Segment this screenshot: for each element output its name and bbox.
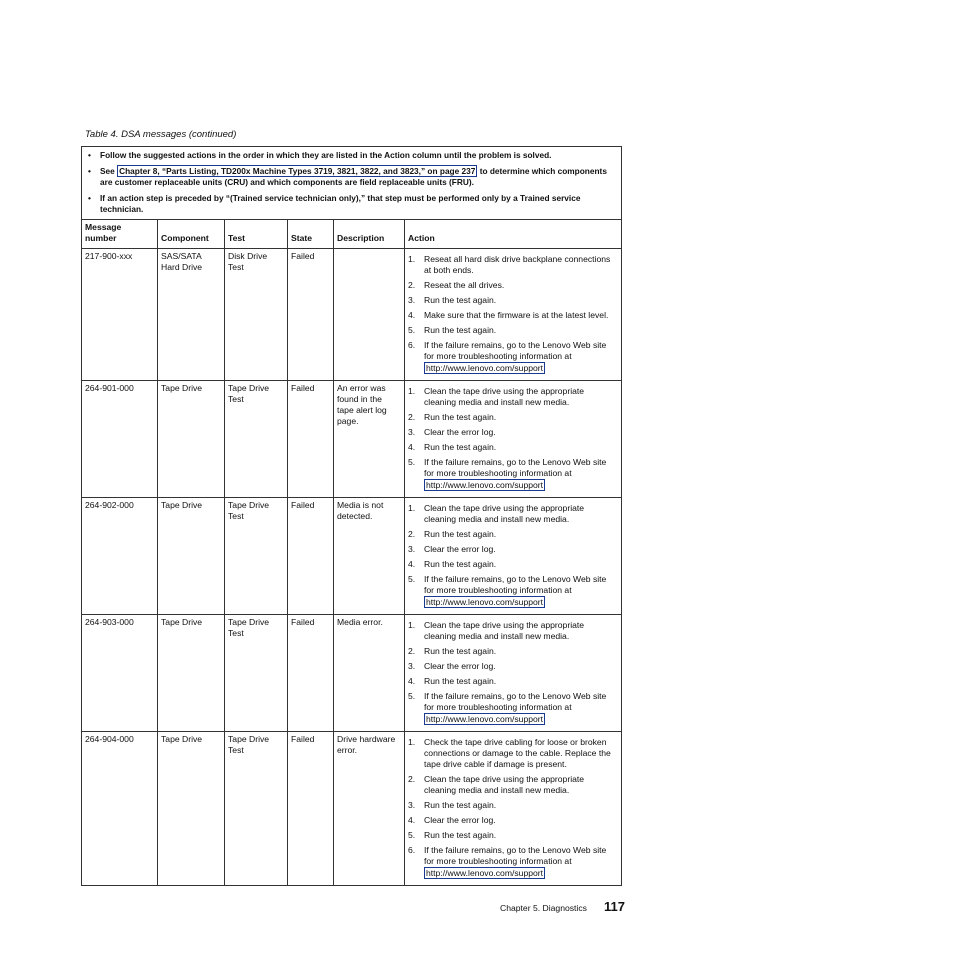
step-text	[424, 310, 618, 321]
action-steps	[408, 503, 618, 608]
header-test: Test	[225, 220, 288, 248]
action-step	[408, 646, 618, 657]
action-step	[408, 815, 618, 826]
step-text-content: Clean the tape drive using the appropriate cleaning media and install new media.	[424, 620, 585, 641]
step-text	[424, 737, 618, 770]
header-action: Action	[408, 233, 435, 243]
action-steps	[408, 386, 618, 491]
step-text-content: Run the test again.	[424, 830, 497, 840]
step-text-content: Check the tape drive cabling for loose or broken connections or damage to the cable. Replace the tape drive cable if damage is present.	[424, 737, 611, 769]
action-step	[408, 457, 618, 491]
step-number: 5.	[408, 830, 416, 840]
step-number: 3.	[408, 800, 416, 810]
step-text	[424, 774, 618, 796]
action-step	[408, 620, 618, 642]
cell-action	[405, 615, 621, 731]
step-number: 4.	[408, 676, 416, 686]
note-text-prefix: See	[100, 166, 118, 176]
step-number: 1.	[408, 737, 416, 747]
step-text	[424, 457, 618, 491]
step-number: 5.	[408, 691, 416, 701]
step-text-content: Run the test again.	[424, 800, 497, 810]
step-text	[424, 646, 618, 657]
step-text-content: Reseat all hard disk drive backplane connections at both ends.	[424, 254, 611, 275]
step-text-content: Run the test again.	[424, 412, 497, 422]
action-step	[408, 774, 618, 796]
page-number: 117	[604, 899, 625, 914]
step-number: 1.	[408, 620, 416, 630]
step-text	[424, 559, 618, 570]
action-step	[408, 442, 618, 453]
step-number: 1.	[408, 386, 416, 396]
header-state: State	[288, 220, 334, 248]
step-number: 3.	[408, 295, 416, 305]
action-step	[408, 295, 618, 306]
step-text	[424, 427, 618, 438]
cell-state: Failed	[288, 732, 334, 885]
cell-message-number: 264-902-000	[82, 498, 158, 614]
step-number: 2.	[408, 774, 416, 784]
note-text: Follow the suggested actions in the order in which they are listed in the Action column until the problem is solved.	[100, 150, 552, 160]
action-step	[408, 544, 618, 555]
table-row	[82, 732, 621, 885]
cell-component: Tape Drive	[158, 498, 225, 614]
step-text-content: Run the test again.	[424, 676, 497, 686]
action-step	[408, 340, 618, 374]
step-text	[424, 503, 618, 525]
cell-state: Failed	[288, 381, 334, 497]
step-text	[424, 280, 618, 291]
step-number: 4.	[408, 815, 416, 825]
action-step	[408, 412, 618, 423]
cell-state: Failed	[288, 615, 334, 731]
step-number: 3.	[408, 427, 416, 437]
chapter-8-link[interactable]: Chapter 8, “Parts Listing, TD200x Machine Types 3719, 3821, 3822, and 3823,” on page 237	[119, 166, 476, 176]
bullet-icon: •	[88, 193, 91, 203]
action-step	[408, 529, 618, 540]
step-number: 2.	[408, 280, 416, 290]
cell-message-number: 264-901-000	[82, 381, 158, 497]
table-grid	[82, 220, 621, 885]
cell-message-number: 264-903-000	[82, 615, 158, 731]
step-text-content: Run the test again.	[424, 325, 497, 335]
action-step	[408, 503, 618, 525]
step-number: 4.	[408, 442, 416, 452]
cell-action	[405, 732, 621, 885]
cell-action	[405, 249, 621, 380]
footer-chapter: Chapter 5. Diagnostics	[500, 903, 587, 913]
action-step	[408, 427, 618, 438]
bullet-icon: •	[88, 150, 91, 160]
table-notes	[82, 147, 621, 220]
step-number: 1.	[408, 503, 416, 513]
cell-description	[334, 249, 405, 380]
dsa-messages-table	[81, 146, 622, 886]
step-text	[424, 800, 618, 811]
step-text	[424, 529, 618, 540]
step-text	[424, 340, 618, 374]
cell-state: Failed	[288, 498, 334, 614]
action-step	[408, 574, 618, 608]
action-steps	[408, 254, 618, 374]
step-text	[424, 815, 618, 826]
note-item	[86, 150, 617, 161]
lenovo-support-link[interactable]: http://www.lenovo.com/support	[426, 868, 544, 878]
step-text-content: Clean the tape drive using the appropriate cleaning media and install new media.	[424, 503, 585, 524]
action-step	[408, 559, 618, 570]
cell-test: Disk Drive Test	[225, 249, 288, 380]
step-text-content: Clear the error log.	[424, 815, 496, 825]
note-text: If an action step is preceded by “(Trained service technician only),” that step must be performed only by a Trained service technician.	[100, 193, 581, 214]
step-text-content: If the failure remains, go to the Lenovo Web site for more troubleshooting information at	[424, 340, 607, 361]
note-item	[86, 193, 617, 215]
step-text-content: If the failure remains, go to the Lenovo Web site for more troubleshooting information at	[424, 845, 607, 866]
table-row	[82, 381, 621, 498]
cell-test: Tape Drive Test	[225, 381, 288, 497]
action-step	[408, 800, 618, 811]
step-number: 2.	[408, 529, 416, 539]
step-text	[424, 574, 618, 608]
cell-state: Failed	[288, 249, 334, 380]
cell-message-number: 264-904-000	[82, 732, 158, 885]
action-step	[408, 280, 618, 291]
cell-component: SAS/SATA Hard Drive	[158, 249, 225, 380]
cell-description: Media is not detected.	[334, 498, 405, 614]
step-text-content: Run the test again.	[424, 529, 497, 539]
action-step	[408, 325, 618, 336]
cell-description: An error was found in the tape alert log page.	[334, 381, 405, 497]
cell-description: Media error.	[334, 615, 405, 731]
step-text	[424, 412, 618, 423]
cell-component: Tape Drive	[158, 381, 225, 497]
step-number: 4.	[408, 559, 416, 569]
step-text-content: If the failure remains, go to the Lenovo Web site for more troubleshooting information at	[424, 457, 607, 478]
cell-action	[405, 498, 621, 614]
step-text	[424, 386, 618, 408]
action-step	[408, 845, 618, 879]
header-description: Description	[334, 220, 405, 248]
step-number: 2.	[408, 412, 416, 422]
action-step	[408, 386, 618, 408]
step-text	[424, 845, 618, 879]
step-text-content: Clear the error log.	[424, 544, 496, 554]
table-caption: Table 4. DSA messages (continued)	[85, 129, 237, 140]
note-item	[86, 166, 617, 188]
step-number: 6.	[408, 340, 416, 350]
step-number: 3.	[408, 544, 416, 554]
step-text-content: Run the test again.	[424, 442, 497, 452]
step-text-content: If the failure remains, go to the Lenovo Web site for more troubleshooting information at	[424, 574, 607, 595]
step-number: 5.	[408, 574, 416, 584]
action-step	[408, 737, 618, 770]
action-step	[408, 310, 618, 321]
table-body	[82, 249, 621, 885]
step-text	[424, 691, 618, 725]
step-text-content: Clear the error log.	[424, 661, 496, 671]
step-number: 5.	[408, 457, 416, 467]
step-text	[424, 325, 618, 336]
action-step	[408, 661, 618, 672]
table-row	[82, 615, 621, 732]
lenovo-support-link[interactable]: http://www.lenovo.com/support	[426, 597, 544, 607]
step-text-content: Run the test again.	[424, 646, 497, 656]
bullet-icon: •	[88, 166, 91, 176]
step-text	[424, 676, 618, 687]
step-text	[424, 295, 618, 306]
step-number: 5.	[408, 325, 416, 335]
cell-test: Tape Drive Test	[225, 615, 288, 731]
action-steps	[408, 737, 618, 879]
step-number: 2.	[408, 646, 416, 656]
step-text	[424, 544, 618, 555]
step-text	[424, 442, 618, 453]
table-header-row	[82, 220, 621, 249]
step-text-content: Make sure that the firmware is at the latest level.	[424, 310, 609, 320]
table-row	[82, 249, 621, 381]
cell-description: Drive hardware error.	[334, 732, 405, 885]
step-text-content: If the failure remains, go to the Lenovo Web site for more troubleshooting information at	[424, 691, 607, 712]
action-step	[408, 254, 618, 276]
step-text	[424, 661, 618, 672]
step-text-content: Clean the tape drive using the appropriate cleaning media and install new media.	[424, 386, 585, 407]
cell-test: Tape Drive Test	[225, 732, 288, 885]
step-text-content: Run the test again.	[424, 559, 497, 569]
note-text-suffix: to determine which components are customer replaceable units (CRU) and which components are field replaceable units (FRU).	[100, 166, 607, 187]
cell-component: Tape Drive	[158, 615, 225, 731]
step-number: 6.	[408, 845, 416, 855]
step-text	[424, 254, 618, 276]
table-row	[82, 498, 621, 615]
action-step	[408, 691, 618, 725]
lenovo-support-link[interactable]: http://www.lenovo.com/support	[426, 363, 544, 373]
step-text-content: Clean the tape drive using the appropriate cleaning media and install new media.	[424, 774, 585, 795]
action-step	[408, 676, 618, 687]
step-text	[424, 620, 618, 642]
cell-test: Tape Drive Test	[225, 498, 288, 614]
step-number: 3.	[408, 661, 416, 671]
cell-component: Tape Drive	[158, 732, 225, 885]
action-step	[408, 830, 618, 841]
step-text-content: Clear the error log.	[424, 427, 496, 437]
cell-message-number: 217-900-xxx	[82, 249, 158, 380]
step-number: 4.	[408, 310, 416, 320]
lenovo-support-link[interactable]: http://www.lenovo.com/support	[426, 480, 544, 490]
step-text	[424, 830, 618, 841]
lenovo-support-link[interactable]: http://www.lenovo.com/support	[426, 714, 544, 724]
cell-action	[405, 381, 621, 497]
step-text-content: Run the test again.	[424, 295, 497, 305]
header-component: Component	[158, 220, 225, 248]
header-message-number: Message number	[82, 220, 158, 248]
step-text-content: Reseat the all drives.	[424, 280, 505, 290]
step-number: 1.	[408, 254, 416, 264]
action-steps	[408, 620, 618, 725]
